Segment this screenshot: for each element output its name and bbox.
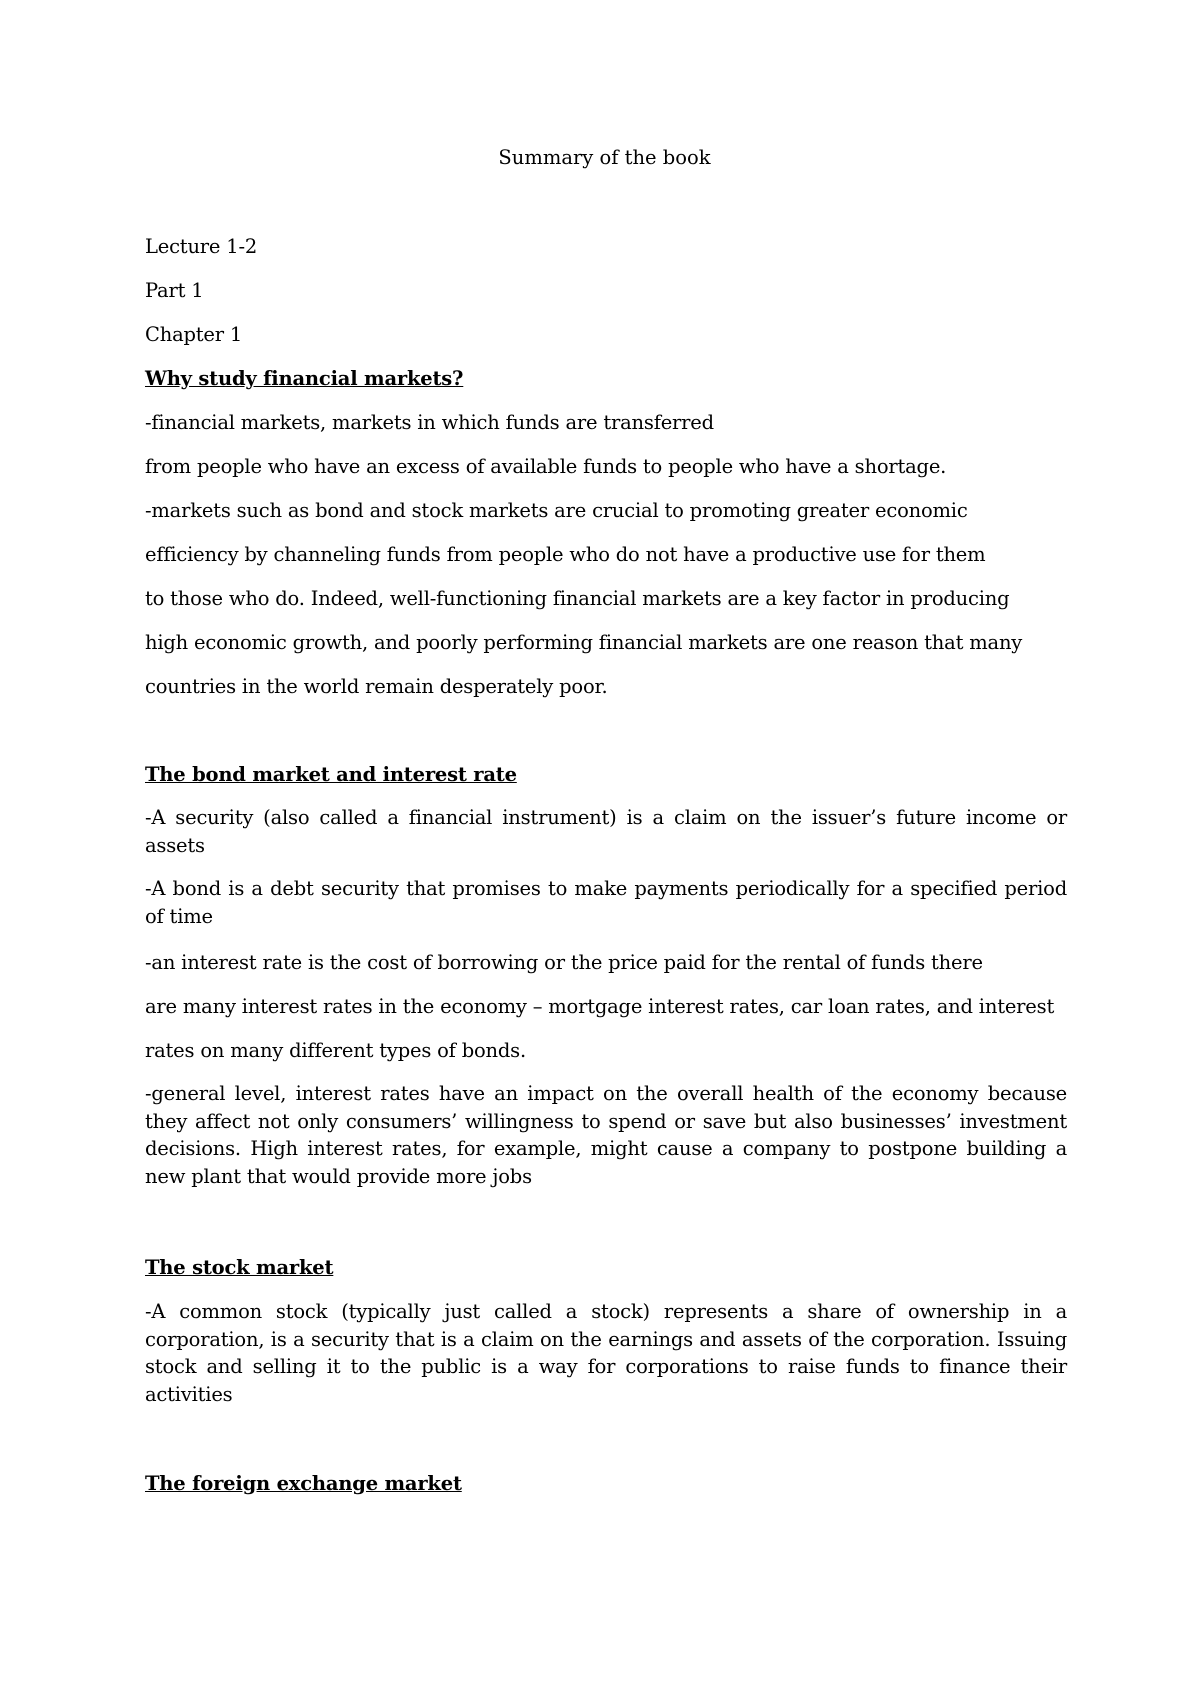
section-heading-foreign-exchange: The foreign exchange market: [145, 1472, 462, 1495]
body-paragraph-security: -A security (also called a financial instrument) is a claim on the issuer’s future income or assets: [145, 806, 1067, 857]
body-paragraph-interest-level: -general level, interest rates have an impact on the overall health of the economy because they affect not only consumers’ willingness to spend or save but also businesses’ investment decisions. High interest rates, for example, might cause a company to postpone building a new plant that would provide more jobs: [145, 1082, 1067, 1188]
section-heading-financial-markets: Why study financial markets?: [145, 367, 464, 390]
body-line: from people who have an excess of available funds to people who have a shortage.: [145, 455, 947, 478]
body-line: -an interest rate is the cost of borrowing or the price paid for the rental of funds there: [145, 951, 983, 974]
body-line: -financial markets, markets in which funds are transferred: [145, 411, 714, 434]
part-label: Part 1: [145, 279, 204, 302]
body-paragraph-common-stock: -A common stock (typically just called a stock) represents a share of ownership in a corporation, is a security that is a claim on the earnings and assets of the corporation. Issuing stock and selling it to the public is a way for corporations to raise funds to finance their activities: [145, 1300, 1067, 1406]
body-line: efficiency by channeling funds from people who do not have a productive use for them: [145, 543, 986, 566]
lecture-label: Lecture 1-2: [145, 235, 258, 258]
body-line: rates on many different types of bonds.: [145, 1039, 526, 1062]
document-title: Summary of the book: [498, 146, 711, 169]
body-line: are many interest rates in the economy – mortgage interest rates, car loan rates, and interest: [145, 995, 1055, 1018]
chapter-label: Chapter 1: [145, 323, 243, 346]
body-line: countries in the world remain desperately poor.: [145, 675, 608, 698]
body-line: to those who do. Indeed, well-functioning financial markets are a key factor in producing: [145, 587, 1010, 610]
section-heading-bond-market: The bond market and interest rate: [145, 763, 517, 786]
body-line: -markets such as bond and stock markets are crucial to promoting greater economic: [145, 499, 968, 522]
body-line: high economic growth, and poorly performing financial markets are one reason that many: [145, 631, 1023, 654]
section-heading-stock-market: The stock market: [145, 1256, 334, 1279]
body-paragraph-bond: -A bond is a debt security that promises to make payments periodically for a specified period of time: [145, 877, 1067, 928]
